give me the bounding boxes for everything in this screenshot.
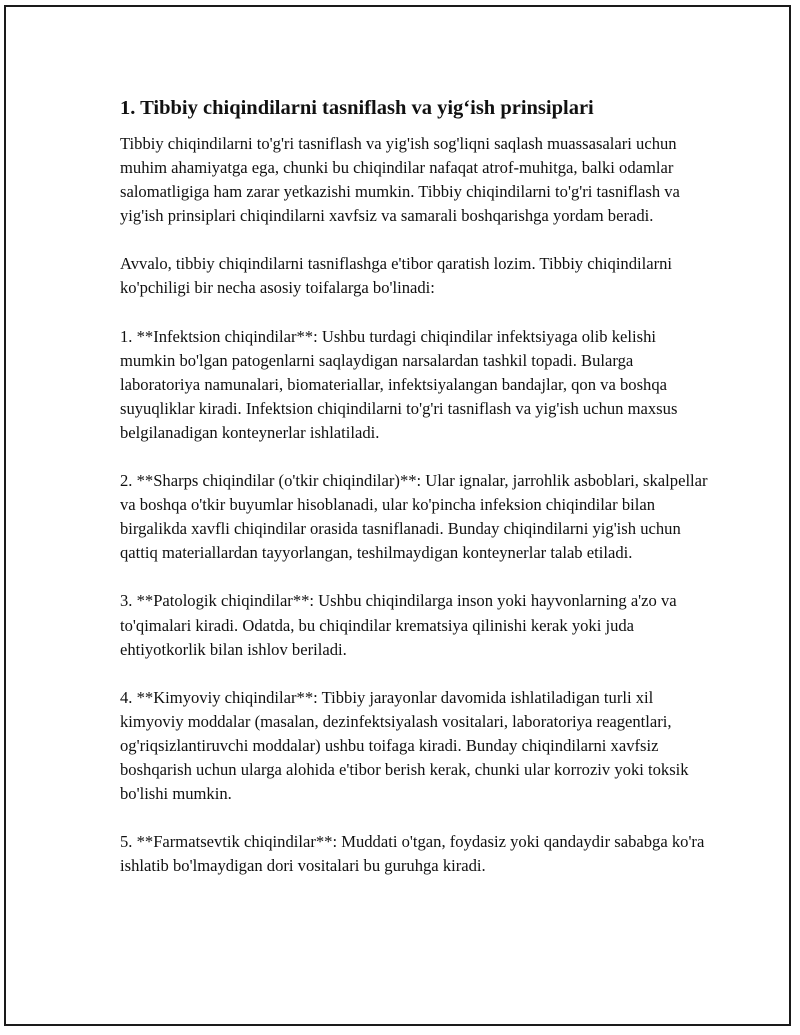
pathological-waste-paragraph: 3. **Patologik chiqindilar**: Ushbu chiqindilarga inson yoki hayvonlarning a'zo va to'qimalari kiradi. Odatda, bu chiqindilar krematsiya qilinishi kerak yoki juda ehtiyotkorlik bilan ishlov beriladi.	[120, 591, 677, 659]
document-page	[4, 5, 791, 1026]
classification-intro-paragraph: Avvalo, tibbiy chiqindilarni tasniflashga e'tibor qaratish lozim. Tibbiy chiqindilarni ko'pchiligi bir necha asosiy toifalarga bo'linadi:	[120, 254, 673, 298]
sharps-waste-paragraph: 2. **Sharps chiqindilar (o'tkir chiqindilar)**: Ular ignalar, jarrohlik asboblari, skalpellar va boshqa o'tkir buyumlar hisoblanadi, ular ko'pincha infeksion chiqindilar bilan birgalikda xavfli chiqindilar orasida tasniflanadi. Bunday chiqindilarni yig'ish uchun qattiq materiallardan tayyorlangan, teshilmaydigan konteynerlar talab etiladi.	[120, 471, 708, 563]
intro-paragraph: Tibbiy chiqindilarni to'g'ri tasniflash va yig'ish sog'liqni saqlash muassasalari uchun muhim ahamiyatga ega, chunki bu chiqindilar nafaqat atrof-muhitga, balki odamlar salomatligiga ham zarar yetkazishi mumkin. Tibbiy chiqindilarni to'g'ri tasniflash va yig'ish prinsiplari chiqindilarni xavfsiz va samarali boshqarishga yordam beradi.	[120, 134, 680, 226]
document-body	[120, 95, 710, 902]
pharmaceutical-waste-paragraph: 5. **Farmatsevtik chiqindilar**: Muddati o'tgan, foydasiz yoki qandaydir sababga ko'ra ishlatib bo'lmaydigan dori vositalari bu guruhga kiradi.	[120, 832, 705, 876]
chemical-waste-paragraph: 4. **Kimyoviy chiqindilar**: Tibbiy jarayonlar davomida ishlatiladigan turli xil kimyoviy moddalar (masalan, dezinfektsiyalash vositalari, laboratoriya reagentlari, og'riqsizlantiruvchi moddalar) ushbu toifaga kiradi. Bunday chiqindilarni xavfsiz boshqarish uchun ularga alohida e'tibor berish kerak, chunki ular korroziv yoki toksik bo'lishi mumkin.	[120, 687, 689, 804]
section-title: 1. Tibbiy chiqindilarni tasniflash va yig‘ish prinsiplari	[120, 97, 594, 119]
infectious-waste-paragraph: 1. **Infektsion chiqindilar**: Ushbu turdagi chiqindilar infektsiyaga olib kelishi mumkin bo'lgan patogenlarni saqlaydigan narsalardan tashkil topadi. Bularga laboratoriya namunalari, biomateriallar, infektsiyalangan bandajlar, qon va boshqa suyuqliklar kiradi. Infektsion chiqindilarni to'g'ri tasniflash va yig'ish uchun maxsus belgilanadigan konteynerlar ishlatiladi.	[120, 326, 678, 442]
